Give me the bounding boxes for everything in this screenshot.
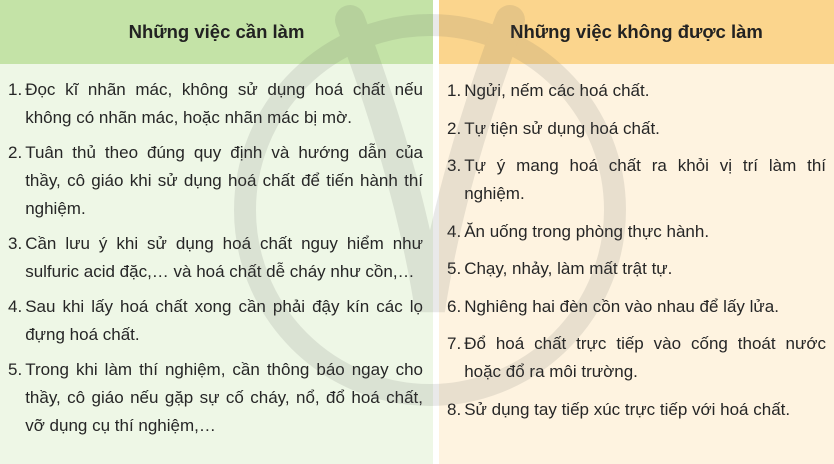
item-number: 3. xyxy=(447,156,462,175)
item-text: Tự tiện sử dụng hoá chất. xyxy=(464,118,660,138)
item-text: Đổ hoá chất trực tiếp vào cống thoát nước hoặc đổ ra môi trường. xyxy=(464,334,826,381)
item-number: 6. xyxy=(447,296,462,316)
item-number: 7. xyxy=(447,334,462,353)
item-text: Nghiêng hai đèn cồn vào nhau để lấy lửa. xyxy=(464,296,779,316)
item-number: 3. xyxy=(8,234,23,253)
list-item xyxy=(447,293,826,321)
list-item xyxy=(447,77,826,105)
list-item xyxy=(447,255,826,283)
list-item xyxy=(8,139,423,223)
item-text: Cần lưu ý khi sử dụng hoá chất nguy hiểm như sulfuric acid đặc,… và hoá chất dễ cháy như cồn,… xyxy=(25,234,423,281)
item-text: Ngửi, nếm các hoá chất. xyxy=(464,81,650,100)
item-text: Sau khi lấy hoá chất xong cần phải đậy kín các lọ đựng hoá chất. xyxy=(25,297,423,344)
item-number: 5. xyxy=(447,259,462,278)
item-number: 1. xyxy=(8,80,23,99)
list-item xyxy=(8,356,423,440)
item-number: 2. xyxy=(447,118,462,138)
item-text: Sử dụng tay tiếp xúc trực tiếp với hoá chất. xyxy=(464,399,791,419)
item-number: 2. xyxy=(8,143,23,162)
item-number: 8. xyxy=(447,399,462,419)
list-item xyxy=(8,230,423,286)
item-text: Tự ý mang hoá chất ra khỏi vị trí làm thí nghiệm. xyxy=(464,156,826,203)
item-number: 4. xyxy=(447,221,462,241)
list-item xyxy=(8,293,423,349)
item-text: Ăn uống trong phòng thực hành. xyxy=(464,221,710,241)
list-item xyxy=(447,218,826,246)
dont-column-header: Những việc không được làm xyxy=(439,0,834,64)
item-text: Chạy, nhảy, làm mất trật tự. xyxy=(464,259,673,278)
item-text: Tuân thủ theo đúng quy định và hướng dẫn của thầy, cô giáo khi sử dụng hoá chất để tiến hành thí nghiệm. xyxy=(25,143,423,218)
list-item xyxy=(447,152,826,208)
item-text: Đọc kĩ nhãn mác, không sử dụng hoá chất nếu không có nhãn mác, hoặc nhãn mác bị mờ. xyxy=(25,80,423,127)
item-number: 1. xyxy=(447,81,462,100)
dont-list xyxy=(439,64,834,464)
list-item xyxy=(447,396,826,424)
item-text: Trong khi làm thí nghiệm, cần thông báo ngay cho thầy, cô giáo nếu gặp sự cố cháy, nổ, đổ hoá chất, vỡ dụng cụ thí nghiệm,… xyxy=(25,360,423,435)
do-list xyxy=(0,64,433,464)
list-item xyxy=(447,330,826,386)
do-column-header: Những việc cần làm xyxy=(0,0,433,64)
item-number: 5. xyxy=(8,360,23,379)
list-item xyxy=(447,115,826,143)
dont-column xyxy=(439,0,834,464)
list-item xyxy=(8,76,423,132)
item-number: 4. xyxy=(8,297,23,316)
